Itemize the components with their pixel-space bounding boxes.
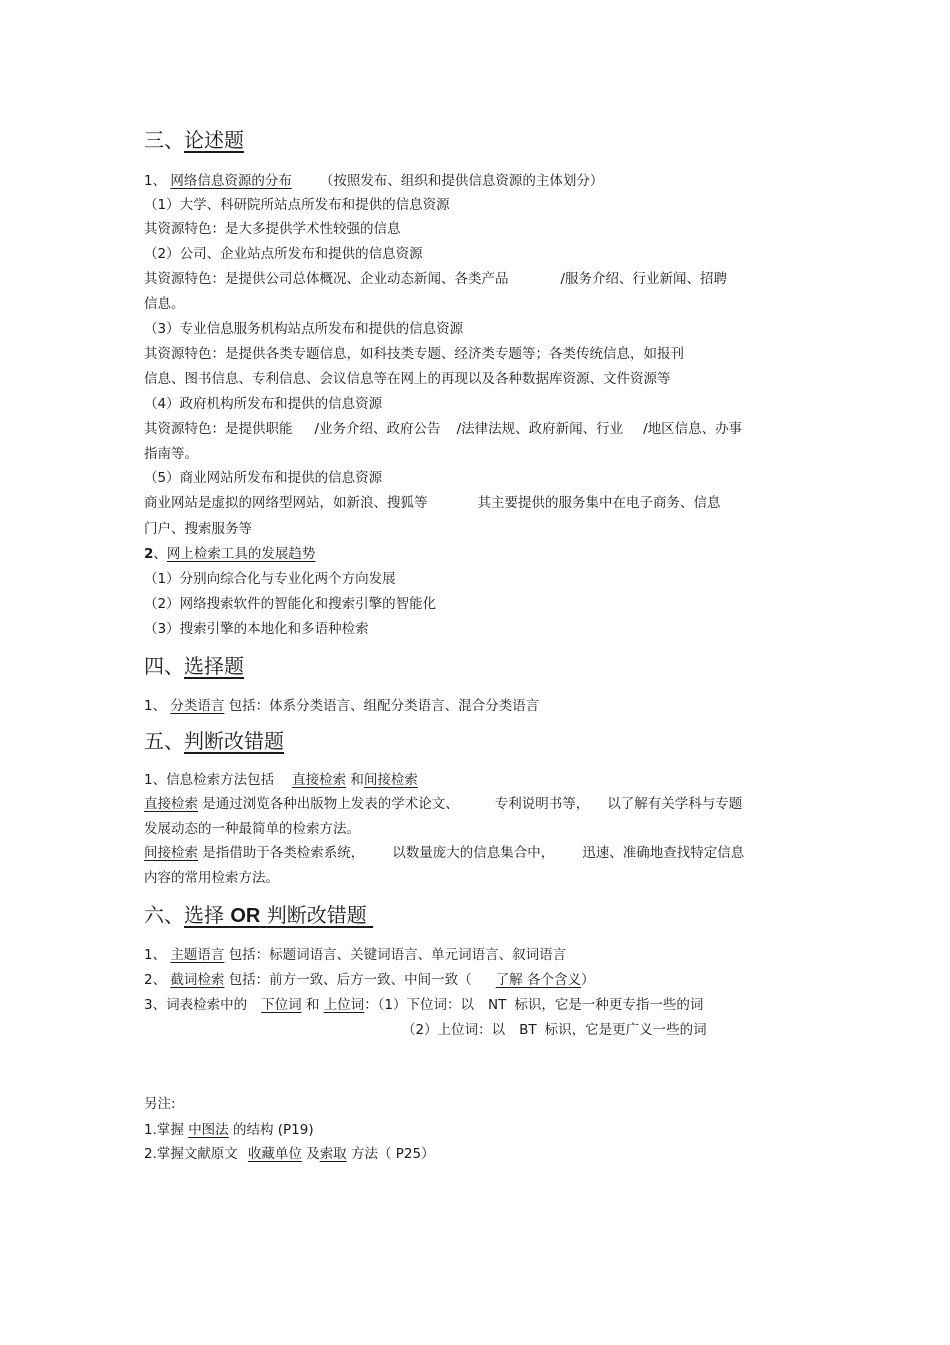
s3-item-5-feature-cont: 门户、搜索服务等 (144, 521, 252, 537)
s3-item-4-feature-cont: 指南等。 (144, 446, 198, 462)
s3-item-3: （3）专业信息服务机构站点所发布和提供的信息资源 (144, 321, 464, 337)
section-3-heading (144, 128, 250, 152)
s3-trend-1: （1）分别向综合化与专业化两个方向发展 (144, 571, 396, 587)
s3-item-1-feature: 其资源特色：是大多提供学术性较强的信息 (144, 221, 401, 237)
section-6-title-b: 判断改错题 (266, 903, 367, 927)
s6-q3-line: 3、词表检索中的 下位词 和 上位词：（1）下位词：以 NT 标识，它是一种更专指一些的词 (144, 997, 704, 1013)
section-4-heading (144, 654, 250, 678)
s3-item-2-feature-cont: 信息。 (144, 296, 185, 312)
s3-item-4-feature: 其资源特色：是提供职能 /业务介绍、政府公告 /法律法规、政府新闻、行业 /地区信息、办事 (144, 421, 743, 437)
s3-item-3-feature: 其资源特色：是提供各类专题信息，如科技类专题、经济类专题等；各类传统信息，如报刊 (144, 346, 684, 362)
s3-q2-term: 网上检索工具的发展趋势 (166, 546, 316, 562)
note-2-term-1: 收藏单位 (247, 1146, 302, 1162)
s6-q1-term: 主题语言 (170, 947, 225, 963)
s5-term-direct: 直接检索 (292, 772, 347, 788)
s6-q2-term: 截词检索 (170, 972, 225, 988)
section-5-heading (144, 729, 290, 753)
s3-item-2-feature: 其资源特色：是提供公司总体概况、企业动态新闻、各类产品 /服务介绍、行业新闻、招聘 (144, 271, 728, 287)
s4-q1-line: 1、 分类语言 包括：体系分类语言、组配分类语言、混合分类语言 (144, 698, 540, 714)
s3-item-5: （5）商业网站所发布和提供的信息资源 (144, 470, 383, 486)
s6-q2-note: 了解 各个含义 (495, 972, 581, 988)
s5-q1-line: 1、信息检索方法包括 直接检索 和间接检索 (144, 772, 418, 788)
note-2-term-2: 索取 (319, 1146, 347, 1162)
s5-term-indirect: 间接检索 (363, 772, 418, 788)
section-5-number: 五、 (144, 729, 184, 753)
section-6-title-or: OR (230, 905, 261, 927)
s6-q3-term-lower: 下位词 (261, 997, 302, 1013)
s6-q3-term-upper: 上位词 (323, 997, 365, 1013)
s5-direct-def-cont: 发展动态的一种最简单的检索方法。 (144, 821, 360, 837)
s5-indirect-def-cont: 内容的常用检索方法。 (144, 870, 279, 886)
s3-trend-3: （3）搜索引擎的本地化和多语种检索 (144, 621, 369, 637)
s6-q2-line: 2、 截词检索 包括：前方一致、后方一致、中间一致（ 了解 各个含义） (144, 972, 595, 988)
s6-q3-line-cont: （2）上位词：以 BT 标识，它是更广义一些的词 (402, 1022, 707, 1038)
section-6-number: 六、 (144, 903, 184, 927)
s6-q1-line: 1、 主题语言 包括：标题词语言、关键词语言、单元词语言、叙词语言 (144, 947, 567, 963)
s4-q1-term: 分类语言 (170, 698, 225, 714)
section-6-heading (144, 903, 373, 928)
s3-q1-line: 1、 网络信息资源的分布 （按照发布、组织和提供信息资源的主体划分） (144, 173, 604, 189)
s3-item-5-feature: 商业网站是虚拟的网络型网站，如新浪、搜狐等 其主要提供的服务集中在电子商务、信息 (144, 495, 721, 511)
section-4-title: 选择题 (184, 654, 244, 678)
note-2: 2.掌握文献原文 收藏单位 及索取 方法（ P25） (144, 1146, 435, 1162)
s3-q2-line: 2、网上检索工具的发展趋势 (144, 546, 316, 562)
s3-item-2: （2）公司、企业站点所发布和提供的信息资源 (144, 246, 423, 262)
section-3-title: 论述题 (184, 128, 244, 152)
section-5-title: 判断改错题 (184, 729, 284, 753)
section-6-title-a: 选择 (184, 903, 224, 927)
note-1: 1.掌握 中图法 的结构 (P19) (144, 1122, 314, 1138)
s3-item-1: （1）大学、科研院所站点所发布和提供的信息资源 (144, 197, 450, 213)
s5-direct-def: 直接检索 是通过浏览各种出版物上发表的学术论文、 专利说明书等， 以了解有关学科与专题 (144, 796, 743, 812)
s3-q1-term: 网络信息资源的分布 (170, 173, 292, 189)
note-1-term: 中图法 (188, 1122, 229, 1138)
section-4-number: 四、 (144, 654, 184, 678)
s3-item-3-feature-cont: 信息、图书信息、专利信息、会议信息等在网上的再现以及各种数据库资源、文件资源等 (144, 371, 671, 387)
s3-item-4: （4）政府机构所发布和提供的信息资源 (144, 396, 383, 412)
notes-title: 另注: (144, 1096, 176, 1112)
s5-indirect-def: 间接检索 是指借助于各类检索系统， 以数量庞大的信息集合中， 迅速、准确地查找特定信息 (144, 845, 745, 861)
section-3-number: 三、 (144, 128, 184, 152)
s3-trend-2: （2）网络搜索软件的智能化和搜索引擎的智能化 (144, 596, 437, 612)
